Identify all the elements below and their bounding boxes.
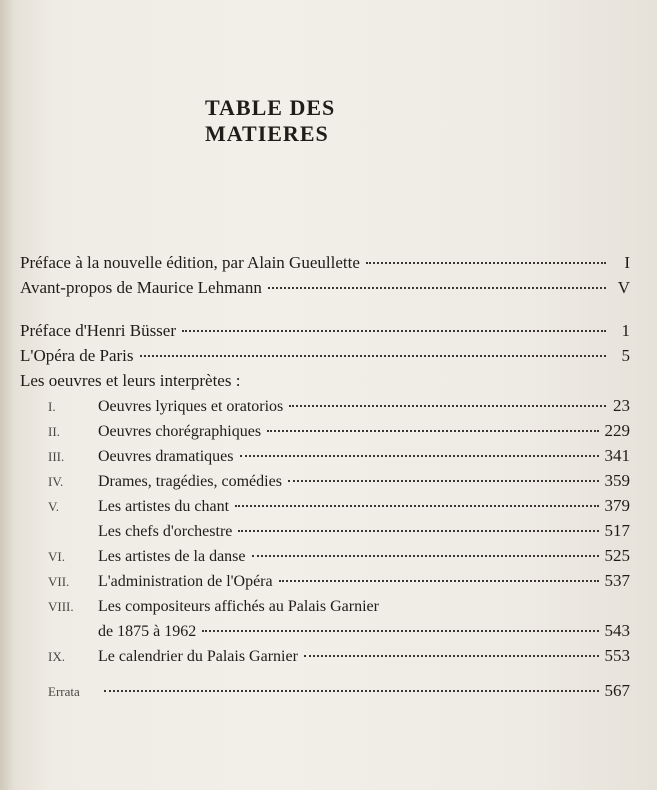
toc-entry-page: 379 — [604, 496, 630, 515]
roman-numeral: IX. — [48, 649, 65, 664]
dot-leader — [238, 530, 598, 532]
roman-numeral: I. — [48, 399, 56, 414]
roman-numeral: VI. — [48, 549, 65, 564]
dot-leader — [288, 480, 599, 482]
toc-entry-label: Préface d'Henri Büsser — [20, 321, 177, 340]
errata-label: Errata — [48, 684, 80, 699]
toc-entry-page: 1 — [621, 321, 630, 340]
toc-entry-page: 23 — [613, 396, 630, 415]
toc-entry-page: 229 — [604, 421, 630, 440]
toc-entry-label: Oeuvres lyriques et oratorios — [98, 398, 284, 415]
dot-leader — [289, 405, 606, 407]
dot-leader — [304, 655, 599, 657]
roman-numeral: IV. — [48, 474, 64, 489]
toc-entry-label: Les artistes de la danse — [98, 548, 246, 565]
toc-entry-label: de 1875 à 1962 — [98, 623, 197, 640]
toc-subentry — [20, 393, 630, 418]
toc-entry-page: I — [624, 253, 630, 272]
roman-numeral: III. — [48, 449, 65, 464]
dot-leader — [235, 505, 598, 507]
toc-entry-label: Oeuvres dramatiques — [98, 448, 234, 465]
toc-entry-avant-propos — [20, 275, 630, 300]
dot-leader — [252, 555, 599, 557]
toc-subentry-composers-line2 — [20, 618, 630, 643]
toc-entry-label: L'Opéra de Paris — [20, 346, 134, 365]
toc-entry-page: 543 — [604, 621, 630, 640]
toc-entry-page: 341 — [604, 446, 630, 465]
toc-entry-page: 5 — [621, 346, 630, 365]
page-spine-shadow — [0, 0, 14, 790]
toc-subentry-calendar — [20, 643, 630, 668]
section-spacer — [20, 300, 630, 318]
roman-numeral: V. — [48, 499, 59, 514]
toc-entry-label: Drames, tragédies, comédies — [98, 473, 282, 490]
toc-subentry-composers-line1 — [20, 593, 630, 618]
dot-leader — [202, 630, 598, 632]
toc-subentry-errata — [20, 678, 630, 703]
dot-leader — [267, 430, 598, 432]
toc-entry-page: 537 — [604, 571, 630, 590]
toc-subentry — [20, 418, 630, 443]
toc-entry-label: Les chefs d'orchestre — [98, 523, 233, 540]
roman-numeral: VII. — [48, 574, 70, 589]
dot-leader — [182, 330, 606, 332]
toc-subentry — [20, 443, 630, 468]
toc-subentry — [20, 568, 630, 593]
toc-entry-page: 517 — [604, 521, 630, 540]
toc-entry-page: V — [617, 278, 630, 297]
table-of-contents — [20, 250, 630, 703]
toc-subentry — [20, 518, 630, 543]
roman-numeral: II. — [48, 424, 60, 439]
toc-entry-label: Préface à la nouvelle édition, par Alain Gueullette — [20, 253, 360, 272]
toc-subentry — [20, 493, 630, 518]
toc-entry-opera-de-paris — [20, 343, 630, 368]
toc-entry-label: Les artistes du chant — [98, 498, 230, 515]
section-heading: Les oeuvres et leurs interprètes : — [20, 371, 241, 390]
toc-entry-label: Oeuvres chorégraphiques — [98, 423, 262, 440]
page-title: TABLE DES MATIERES — [205, 95, 336, 146]
toc-entry-label: Les compositeurs affichés au Palais Garnier — [98, 598, 379, 615]
dot-leader — [240, 455, 599, 457]
toc-entry-label: Avant-propos de Maurice Lehmann — [20, 278, 262, 297]
dot-leader — [268, 287, 606, 289]
roman-numeral: VIII. — [48, 599, 74, 614]
toc-entry-page: 567 — [604, 681, 630, 700]
toc-entry-page: 525 — [604, 546, 630, 565]
toc-entry-page: 359 — [604, 471, 630, 490]
toc-subentry — [20, 543, 630, 568]
toc-entry-preface-new-edition — [20, 250, 630, 275]
toc-entry-label: L'administration de l'Opéra — [98, 573, 273, 590]
dot-leader — [140, 355, 606, 357]
dot-leader — [366, 262, 606, 264]
toc-subentry — [20, 468, 630, 493]
toc-entry-label: Le calendrier du Palais Garnier — [98, 648, 298, 665]
dot-leader — [279, 580, 599, 582]
toc-entry-preface-busser — [20, 318, 630, 343]
toc-entry-page: 553 — [604, 646, 630, 665]
dot-leader — [104, 690, 599, 692]
